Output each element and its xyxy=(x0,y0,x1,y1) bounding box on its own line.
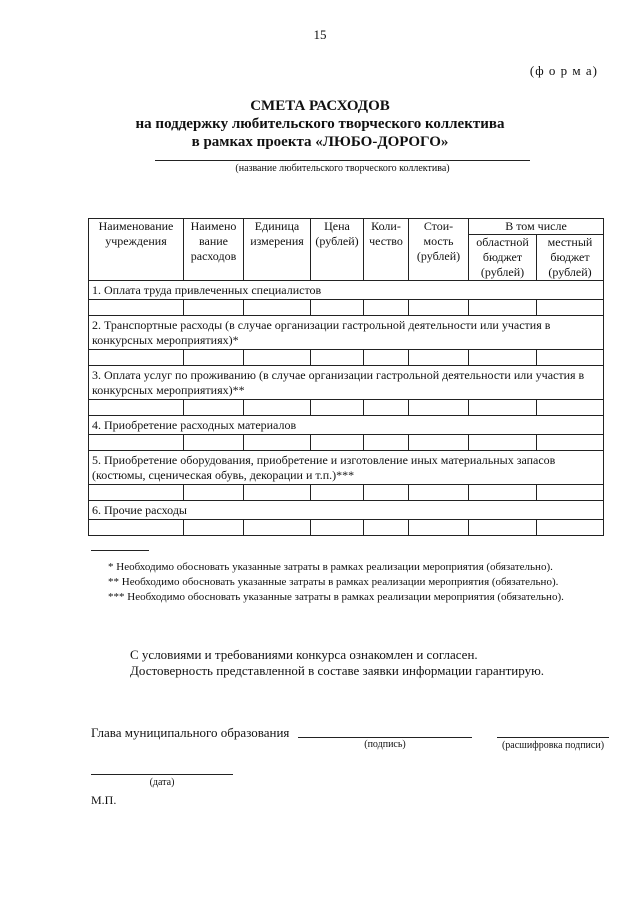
signature-caption: (подпись) xyxy=(364,739,406,750)
table-row xyxy=(89,400,604,416)
title-line-2: на поддержку любительского творческого коллектива xyxy=(135,116,505,132)
page-number: 15 xyxy=(313,27,327,42)
table-cell[interactable] xyxy=(469,485,537,501)
table-cell[interactable] xyxy=(364,400,409,416)
header-price: Цена (рублей) xyxy=(311,219,364,281)
header-local-budget: местный бюджет (рублей) xyxy=(537,235,604,281)
header-cost: Стои-мость (рублей) xyxy=(409,219,469,281)
table-cell[interactable] xyxy=(244,435,311,451)
table-row xyxy=(89,300,604,316)
table-cell[interactable] xyxy=(244,300,311,316)
table-cell[interactable] xyxy=(364,350,409,366)
agreement-line-1: С условиями и требованиями конкурса ознакомлен и согласен. xyxy=(130,647,478,662)
table-cell[interactable] xyxy=(184,400,244,416)
footnote-divider xyxy=(91,550,149,551)
table-cell[interactable] xyxy=(364,520,409,536)
table-cell[interactable] xyxy=(537,400,604,416)
footnote-2: ** Необходимо обосновать указанные затраты в рамках реализации мероприятия (обязательно). xyxy=(108,576,559,588)
header-expense-name: Наимено вание расходов xyxy=(184,219,244,281)
table-cell[interactable] xyxy=(89,350,184,366)
table-cell[interactable] xyxy=(89,400,184,416)
stamp-placeholder: М.П. xyxy=(91,793,117,807)
table-cell[interactable] xyxy=(311,400,364,416)
table-cell[interactable] xyxy=(469,300,537,316)
table-cell[interactable] xyxy=(469,350,537,366)
footnote-1: * Необходимо обосновать указанные затраты в рамках реализации мероприятия (обязательно). xyxy=(108,561,553,573)
table-cell[interactable] xyxy=(184,485,244,501)
title-line-1: СМЕТА РАСХОДОВ xyxy=(250,98,390,114)
table-cell[interactable] xyxy=(89,485,184,501)
signature-decoding-line[interactable] xyxy=(497,737,609,738)
table-cell[interactable] xyxy=(409,400,469,416)
date-line[interactable] xyxy=(91,774,233,775)
section-row-3: 3. Оплата услуг по проживанию (в случае организации гастрольной деятельности или участия в конкурсных мероприятиях)** xyxy=(89,366,604,400)
table-row xyxy=(89,435,604,451)
table-cell[interactable] xyxy=(244,520,311,536)
section-row-1: 1. Оплата труда привлеченных специалистов xyxy=(89,281,604,300)
section-row-2: 2. Транспортные расходы (в случае организации гастрольной деятельности или участия в конкурсных мероприятиях)* xyxy=(89,316,604,350)
table-cell[interactable] xyxy=(89,300,184,316)
table-cell[interactable] xyxy=(469,520,537,536)
table-cell[interactable] xyxy=(244,350,311,366)
table-cell[interactable] xyxy=(469,435,537,451)
table-cell[interactable] xyxy=(244,400,311,416)
table-row xyxy=(89,350,604,366)
document-title xyxy=(0,97,640,151)
head-of-municipality-label: Глава муниципального образования xyxy=(91,725,290,740)
title-line-3: в рамках проекта «ЛЮБО-ДОРОГО» xyxy=(191,134,449,150)
header-quantity: Коли-чество xyxy=(364,219,409,281)
table-cell[interactable] xyxy=(409,435,469,451)
table-cell[interactable] xyxy=(184,300,244,316)
table-cell[interactable] xyxy=(537,520,604,536)
table-cell[interactable] xyxy=(184,435,244,451)
form-label: (ф о р м а) xyxy=(529,63,598,78)
table-cell[interactable] xyxy=(364,485,409,501)
table-cell[interactable] xyxy=(184,520,244,536)
table-row xyxy=(89,485,604,501)
date-caption: (дата) xyxy=(149,777,175,788)
table-cell[interactable] xyxy=(537,485,604,501)
footnote-3: *** Необходимо обосновать указанные затраты в рамках реализации мероприятия (обязательно). xyxy=(108,591,564,603)
table-cell[interactable] xyxy=(311,300,364,316)
table-cell[interactable] xyxy=(537,300,604,316)
table-cell[interactable] xyxy=(184,350,244,366)
table-cell[interactable] xyxy=(409,520,469,536)
header-unit: Единица измерения xyxy=(244,219,311,281)
signature-decoding-caption: (расшифровка подписи) xyxy=(501,740,605,751)
table-cell[interactable] xyxy=(537,435,604,451)
table-cell[interactable] xyxy=(311,520,364,536)
table-cell[interactable] xyxy=(469,400,537,416)
table-cell[interactable] xyxy=(311,350,364,366)
table-cell[interactable] xyxy=(89,520,184,536)
table-cell[interactable] xyxy=(409,300,469,316)
section-row-5: 5. Приобретение оборудования, приобретение и изготовление иных материальных запасов (костюмы, сценическая обувь, декорации и т.п.)*** xyxy=(89,451,604,485)
agreement-line-2: Достоверность представленной в составе заявки информации гарантирую. xyxy=(130,663,545,678)
header-regional-budget: областной бюджет (рублей) xyxy=(469,235,537,281)
table-cell[interactable] xyxy=(537,350,604,366)
table-cell[interactable] xyxy=(89,435,184,451)
table-row xyxy=(89,520,604,536)
signature-line[interactable] xyxy=(298,737,472,738)
section-row-6: 6. Прочие расходы xyxy=(89,501,604,520)
table-cell[interactable] xyxy=(364,300,409,316)
budget-table xyxy=(88,218,604,536)
table-cell[interactable] xyxy=(409,350,469,366)
section-row-4: 4. Приобретение расходных материалов xyxy=(89,416,604,435)
table-cell[interactable] xyxy=(311,485,364,501)
table-cell[interactable] xyxy=(409,485,469,501)
table-cell[interactable] xyxy=(311,435,364,451)
header-including: В том числе xyxy=(469,219,604,235)
collective-name-line[interactable] xyxy=(155,160,530,161)
table-cell[interactable] xyxy=(244,485,311,501)
header-institution: Наименование учреждения xyxy=(89,219,184,281)
table-cell[interactable] xyxy=(364,435,409,451)
collective-name-caption: (название любительского творческого коллектива) xyxy=(235,163,450,174)
